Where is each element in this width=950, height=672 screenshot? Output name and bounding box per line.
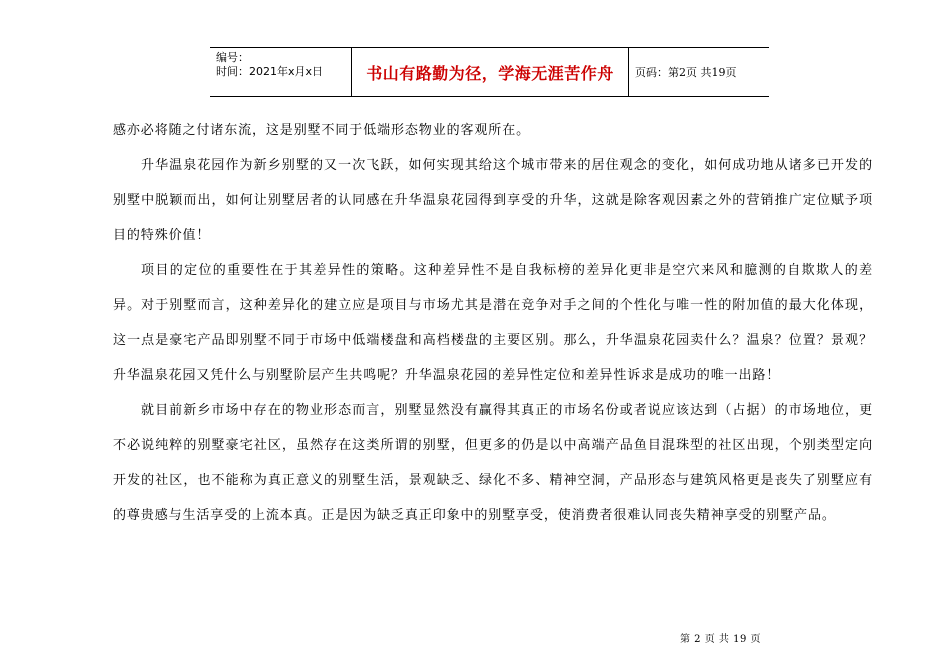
page-footer: 第 2 页 共 19 页	[680, 634, 761, 645]
document-body	[113, 113, 873, 533]
header-motto: 书山有路勤为径，学海无涯苦作舟	[352, 48, 629, 96]
paragraph: 项目的定位的重要性在于其差异性的策略。这种差异性不是自我标榜的差异化更非是空穴来风和臆测的自欺欺人的差异。对于别墅而言，这种差异化的建立应是项目与市场尤其是潜在竞争对手之间的个性化与唯一性的附加值的最大化体现，这一点是豪宅产品即别墅不同于市场中低端楼盘和高档楼盘的主要区别。那么，升华温泉花园卖什么？温泉？位置？景观？升华温泉花园又凭什么与别墅阶层产生共鸣呢？升华温泉花园的差异性定位和差异性诉求是成功的唯一出路！	[113, 263, 873, 383]
code-label: 编号：	[216, 51, 249, 64]
paragraph: 升华温泉花园作为新乡别墅的又一次飞跃，如何实现其给这个城市带来的居住观念的变化，如何成功地从诸多已开发的别墅中脱颖而出，如何让别墅居者的认同感在升华温泉花园得到享受的升华，这就是除客观因素之外的营销推广定位赋予项目的特殊价值！	[113, 158, 873, 243]
paragraph: 感亦必将随之付诸东流，这是别墅不同于低端形态物业的客观所在。	[113, 123, 531, 138]
page-header	[210, 47, 769, 97]
header-page-label: 页码：第2页 共19页	[635, 66, 737, 79]
header-meta	[210, 48, 352, 96]
time-label: 时间：2021年x月x日	[216, 65, 324, 78]
paragraph: 就目前新乡市场中存在的物业形态而言，别墅显然没有赢得其真正的市场名份或者说应该达到（占据）的市场地位，更不必说纯粹的别墅豪宅社区，虽然存在这类所谓的别墅，但更多的仍是以中高端产品鱼目混珠型的社区出现，个别类型定向开发的社区，也不能称为真正意义的别墅生活，景观缺乏、绿化不多、精神空洞，产品形态与建筑风格更是丧失了别墅应有的尊贵感与生活享受的上流本真。正是因为缺乏真正印象中的别墅享受，使消费者很难认同丧失精神享受的别墅产品。	[113, 403, 873, 523]
